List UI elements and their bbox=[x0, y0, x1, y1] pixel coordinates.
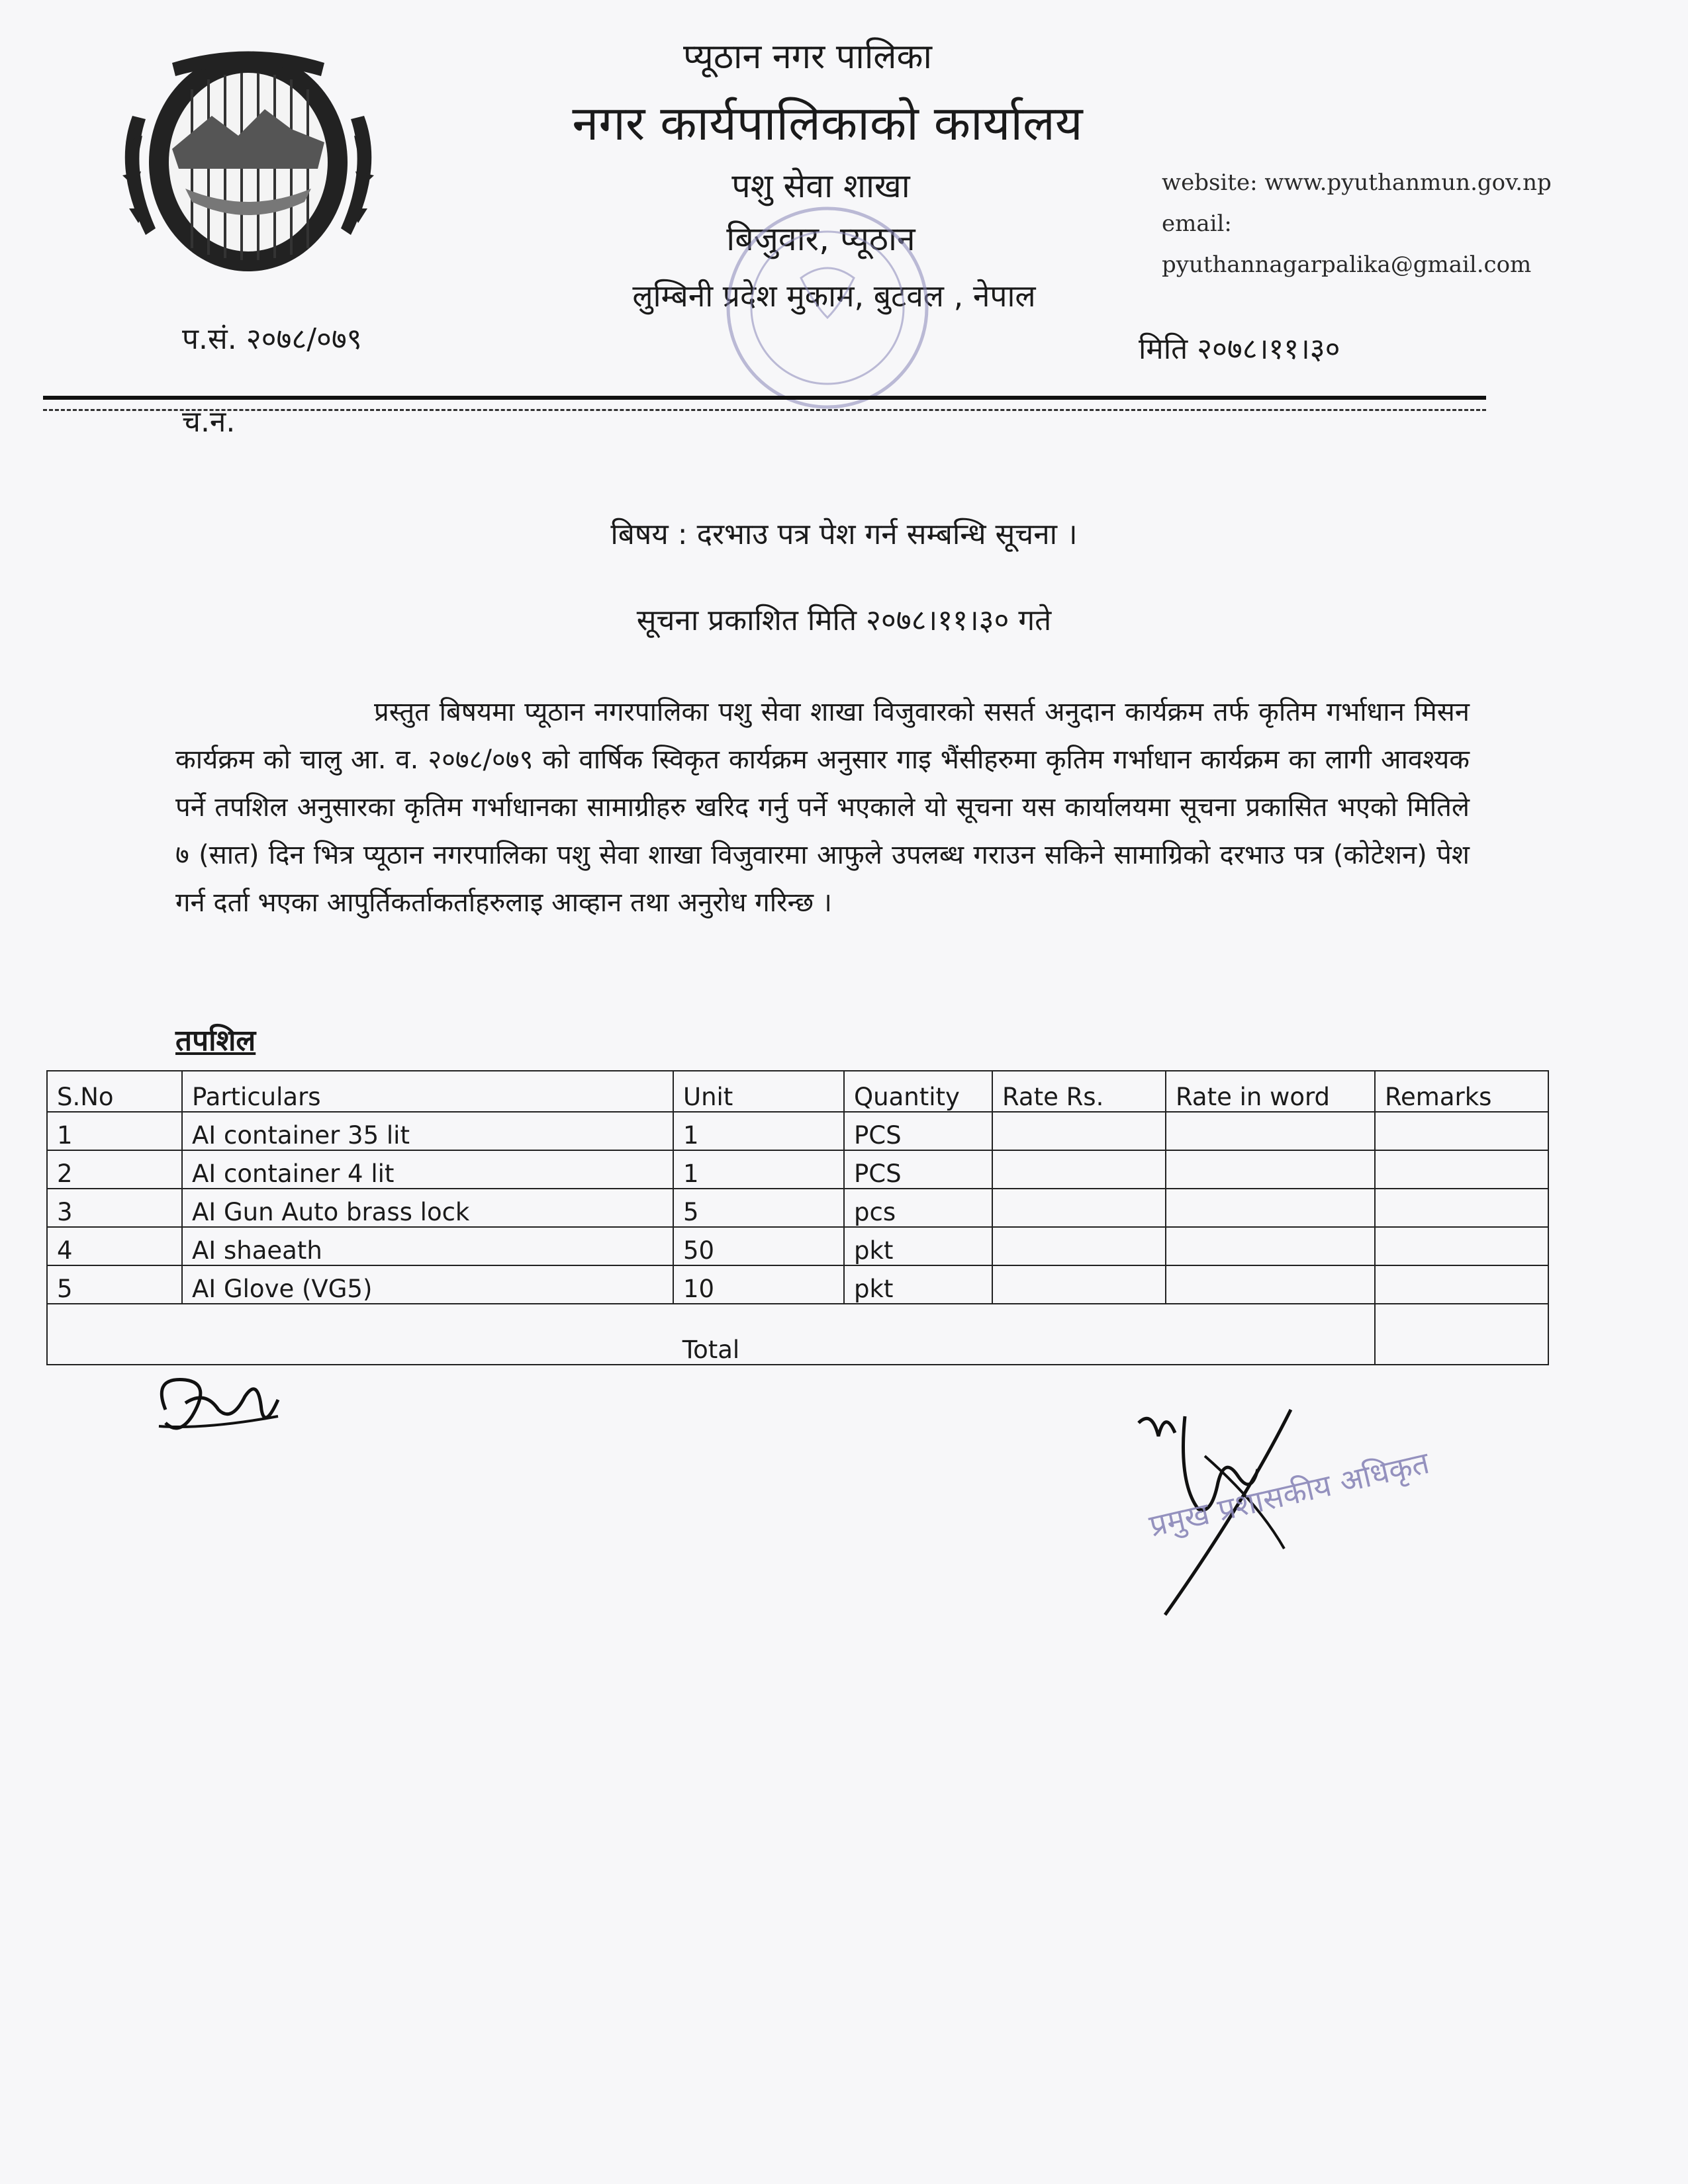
header-rate-in-word: Rate in word bbox=[1166, 1071, 1375, 1112]
municipality-emblem bbox=[93, 36, 404, 285]
municipality-name: प्यूठान नगर पालिका bbox=[683, 37, 932, 77]
cell-rate bbox=[992, 1227, 1166, 1265]
cell-particulars: AI shaeath bbox=[182, 1227, 673, 1265]
notice-body: प्रस्तुत बिषयमा प्यूठान नगरपालिका पशु सेवा शाखा विजुवारको ससर्त अनुदान कार्यक्रम तर्फ कृतिम गर्भाधान मिसन कार्यक्रम को चालु आ. व. २०७८/०७९ को वार्षिक स्विकृत कार्यक्रम अनुसार गाइ भैंसीहरुमा कृतिम गर्भाधान कार्यक्रम का लागी आवश्यक पर्ने तपशिल अनुसारका कृतिम गर्भाधानका सामाग्रीहरु खरिद गर्नु पर्ने भएकाले यो सूचना यस कार्यालयमा सूचना प्रकासित भएको मितिले ७ (सात) दिन भित्र प्यूठान नगरपालिका पशु सेवा शाखा विजुवारमा आफुले उपलब्ध गराउन सकिने सामाग्रिको दरभाउ पत्र (कोटेशन) पेश गर्न दर्ता भएका आपुर्तिकर्ताकर्ताहरुलाइ आव्हान तथा अनुरोध गरिन्छ । bbox=[175, 697, 1470, 918]
cell-quantity: PCS bbox=[844, 1112, 992, 1150]
header-quantity: Quantity bbox=[844, 1071, 992, 1112]
office-location: बिजुवार, प्यूठान bbox=[726, 220, 915, 258]
cell-particulars: AI container 35 lit bbox=[182, 1112, 673, 1150]
cell-particulars: AI Glove (VG5) bbox=[182, 1265, 673, 1304]
items-table bbox=[46, 1070, 1549, 1365]
handwritten-initials bbox=[146, 1363, 291, 1449]
cell-rate-in-word bbox=[1166, 1189, 1375, 1227]
table-header-row bbox=[47, 1071, 1548, 1112]
cell-unit: 10 bbox=[673, 1265, 844, 1304]
cell-unit: 1 bbox=[673, 1150, 844, 1189]
cell-remarks bbox=[1375, 1189, 1548, 1227]
notice-published-date: सूचना प्रकाशित मिति २०७८।११।३० गते bbox=[636, 604, 1052, 637]
cell-rate bbox=[992, 1189, 1166, 1227]
letter-date: मिति २०७८।११।३० bbox=[1139, 332, 1340, 366]
email-address: pyuthannagarpalika@gmail.com bbox=[1162, 251, 1532, 278]
table-row bbox=[47, 1227, 1548, 1265]
table-row bbox=[47, 1265, 1548, 1304]
cell-rate-in-word bbox=[1166, 1112, 1375, 1150]
header-remarks: Remarks bbox=[1375, 1071, 1548, 1112]
province-address: लुम्बिनी प्रदेश मुकाम, बुटवल , नेपाल bbox=[632, 278, 1036, 314]
schedule-heading: तपशिल bbox=[175, 1024, 256, 1058]
table-row bbox=[47, 1150, 1548, 1189]
cell-rate-in-word bbox=[1166, 1265, 1375, 1304]
header-unit: Unit bbox=[673, 1071, 844, 1112]
header-rate: Rate Rs. bbox=[992, 1071, 1166, 1112]
cell-sno: 3 bbox=[47, 1189, 182, 1227]
total-label: Total bbox=[47, 1304, 1375, 1365]
section-name: पशु सेवा शाखा bbox=[731, 167, 910, 205]
header-sno: S.No bbox=[47, 1071, 182, 1112]
header-particulars: Particulars bbox=[182, 1071, 673, 1112]
email-label: email: bbox=[1162, 210, 1232, 237]
officer-designation-stamp: प्रमुख प्रशासकीय अधिकृत bbox=[1146, 1444, 1433, 1544]
cell-unit: 1 bbox=[673, 1112, 844, 1150]
cell-sno: 2 bbox=[47, 1150, 182, 1189]
cell-quantity: PCS bbox=[844, 1150, 992, 1189]
dispatch-number: च.न. bbox=[182, 405, 236, 439]
website-text: website: www.pyuthanmun.gov.np bbox=[1162, 169, 1552, 196]
cell-particulars: AI container 4 lit bbox=[182, 1150, 673, 1189]
cell-rate bbox=[992, 1112, 1166, 1150]
office-stamp bbox=[702, 199, 953, 417]
table-row bbox=[47, 1112, 1548, 1150]
cell-rate bbox=[992, 1265, 1166, 1304]
cell-quantity: pkt bbox=[844, 1227, 992, 1265]
cell-remarks bbox=[1375, 1112, 1548, 1150]
cell-remarks bbox=[1375, 1150, 1548, 1189]
contact-block bbox=[1162, 162, 1552, 285]
table-total-row bbox=[47, 1304, 1548, 1365]
cell-quantity: pcs bbox=[844, 1189, 992, 1227]
cell-sno: 1 bbox=[47, 1112, 182, 1150]
cell-rate bbox=[992, 1150, 1166, 1189]
cell-unit: 50 bbox=[673, 1227, 844, 1265]
cell-quantity: pkt bbox=[844, 1265, 992, 1304]
cell-sno: 5 bbox=[47, 1265, 182, 1304]
cell-rate-in-word bbox=[1166, 1227, 1375, 1265]
cell-sno: 4 bbox=[47, 1227, 182, 1265]
cell-unit: 5 bbox=[673, 1189, 844, 1227]
cell-rate-in-word bbox=[1166, 1150, 1375, 1189]
cell-remarks bbox=[1375, 1265, 1548, 1304]
total-value bbox=[1375, 1304, 1548, 1365]
header-divider bbox=[43, 396, 1486, 400]
office-title: नगर कार्यपालिकाको कार्यालय bbox=[572, 95, 1083, 151]
letter-reference-number: प.सं. २०७८/०७९ bbox=[182, 322, 362, 356]
cell-remarks bbox=[1375, 1227, 1548, 1265]
table-row bbox=[47, 1189, 1548, 1227]
header-divider-dashed bbox=[43, 409, 1486, 411]
cell-particulars: AI Gun Auto brass lock bbox=[182, 1189, 673, 1227]
notice-subject: बिषय : दरभाउ पत्र पेश गर्न सम्बन्धि सूचना । bbox=[610, 518, 1078, 551]
